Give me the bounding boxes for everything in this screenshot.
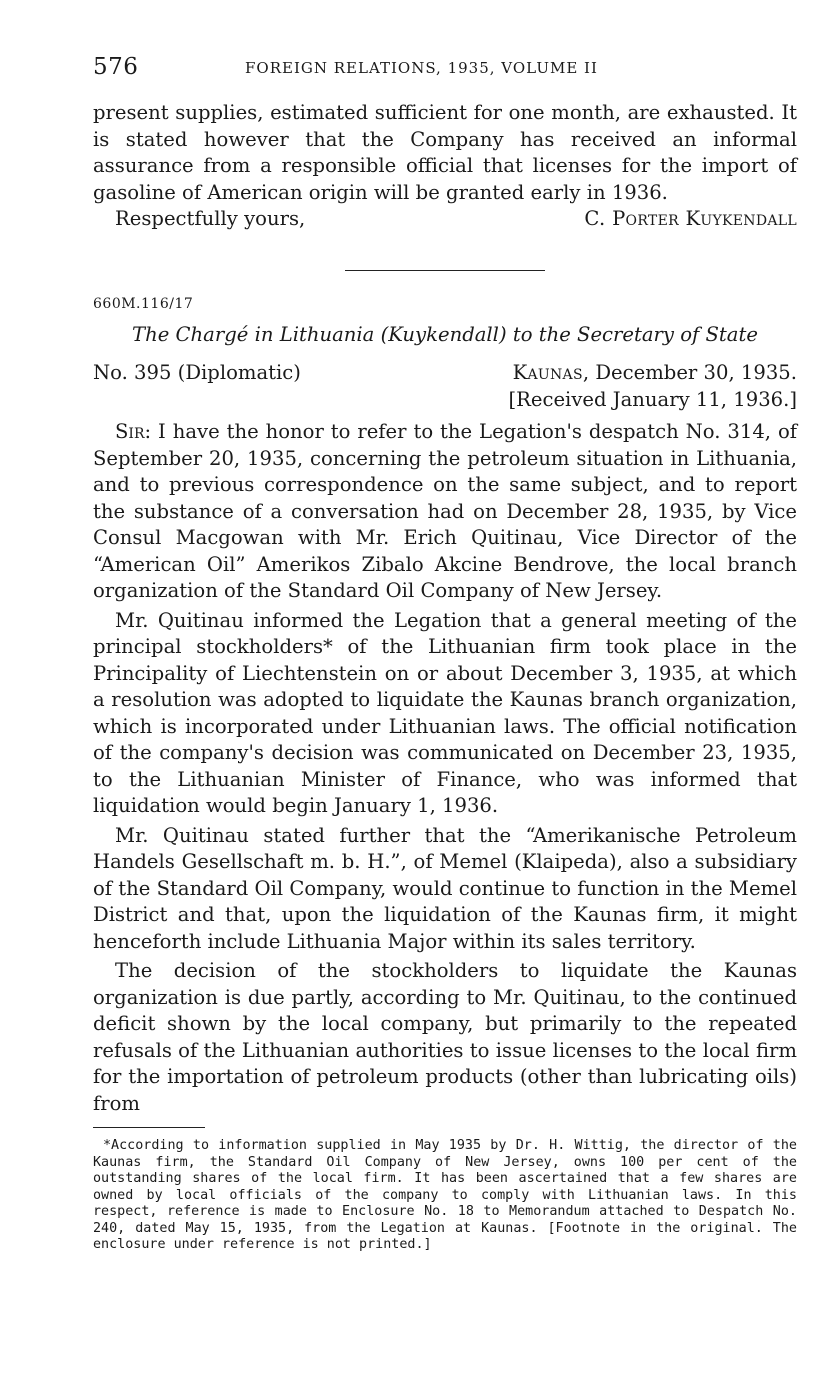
despatch-number: No. 395 (Diplomatic): [93, 361, 301, 384]
closing-line: [93, 206, 797, 233]
footnote-divider: [93, 1127, 205, 1128]
footnote: *According to information supplied in May 1935 by Dr. H. Wittig, the director of the Kaunas firm, the Standard Oil Company of New Jersey, owns 100 per cent of the outstanding shares of the local firm. It has been ascertained that a few shares are owned by local officials of the company to comply with Lithuanian laws. In this respect, reference is made to Enclosure No. 18 to Memorandum attached to Despatch No. 240, dated May 15, 1935, from the Legation at Kaunas. [Footnote in the original. The enclosure under reference is not printed.]: [93, 1138, 797, 1252]
paragraph-1: [93, 419, 797, 605]
page-number: 576: [93, 54, 139, 80]
dateline: [93, 360, 797, 387]
document-page: [93, 48, 797, 1254]
paragraph-2: Mr. Quitinau informed the Legation that a general meeting of the principal stockholders* of the Lithuanian firm took place in the Principality of Liechtenstein on or about December 3, 1935, at which a resolution was adopted to liquidate the Kaunas branch organization, which is incorporated under Lithuanian laws. The official notification of the company's decision was communicated on December 23, 1935, to the Lithuanian Minister of Finance, who was informed that liquidation would begin January 1, 1936.: [93, 608, 797, 817]
valediction: Respectfully yours,: [115, 207, 306, 230]
document-heading: The Chargé in Lithuania (Kuykendall) to the Secretary of State: [132, 322, 758, 346]
place: Kaunas: [512, 361, 583, 384]
place-date: [513, 360, 797, 387]
file-number: 660M.116/17: [93, 295, 194, 312]
paragraph-4: The decision of the stockholders to liquidate the Kaunas organization is due partly, according to Mr. Quitinau, to the continued deficit shown by the local company, but primarily to the repeated refusals of the Lithuanian authorities to issue licenses to the local firm for the importation of petroleum products (other than lubricating oils) from: [93, 959, 797, 1115]
paragraph-3: Mr. Quitinau stated further that the “Amerikanische Petroleum Handels Gesellschaft m. b. H.”, of Memel (Klaipeda), also a subsidiary of the Standard Oil Company, would continue to function in the Memel District and that, upon the liquidation of the Kaunas firm, it might henceforth include Lithuania Major within its sales territory.: [93, 823, 798, 953]
section-divider: [345, 270, 545, 271]
signature: C. Porter Kuykendall: [584, 207, 797, 230]
continuation-paragraph: present supplies, estimated sufficient for one month, are exhausted. It is stated however that the Company has received an informal assurance from a responsible official that licenses for the import of gasoline of American origin will be granted early in 1936.: [93, 101, 797, 204]
date: , December 30, 1935.: [582, 361, 797, 384]
running-head: [93, 48, 797, 88]
paragraph-1-text: : I have the honor to refer to the Legation's despatch No. 314, of September 20, 1935, concerning the petroleum situation in Lithuania, and to previous correspondence on the same subject, and to report the substance of a conversation had on December 28, 1935, by Vice Consul Macgowan with Mr. Erich Quitinau, Vice Director of the “American Oil” Amerikos Zibalo Akcine Bendrove, the local branch organization of the Standard Oil Company of New Jersey.: [93, 420, 797, 602]
received-date: [Received January 11, 1936.]: [508, 387, 797, 411]
running-title: FOREIGN RELATIONS, 1935, VOLUME II: [245, 59, 598, 77]
salutation: Sir: [115, 420, 145, 443]
